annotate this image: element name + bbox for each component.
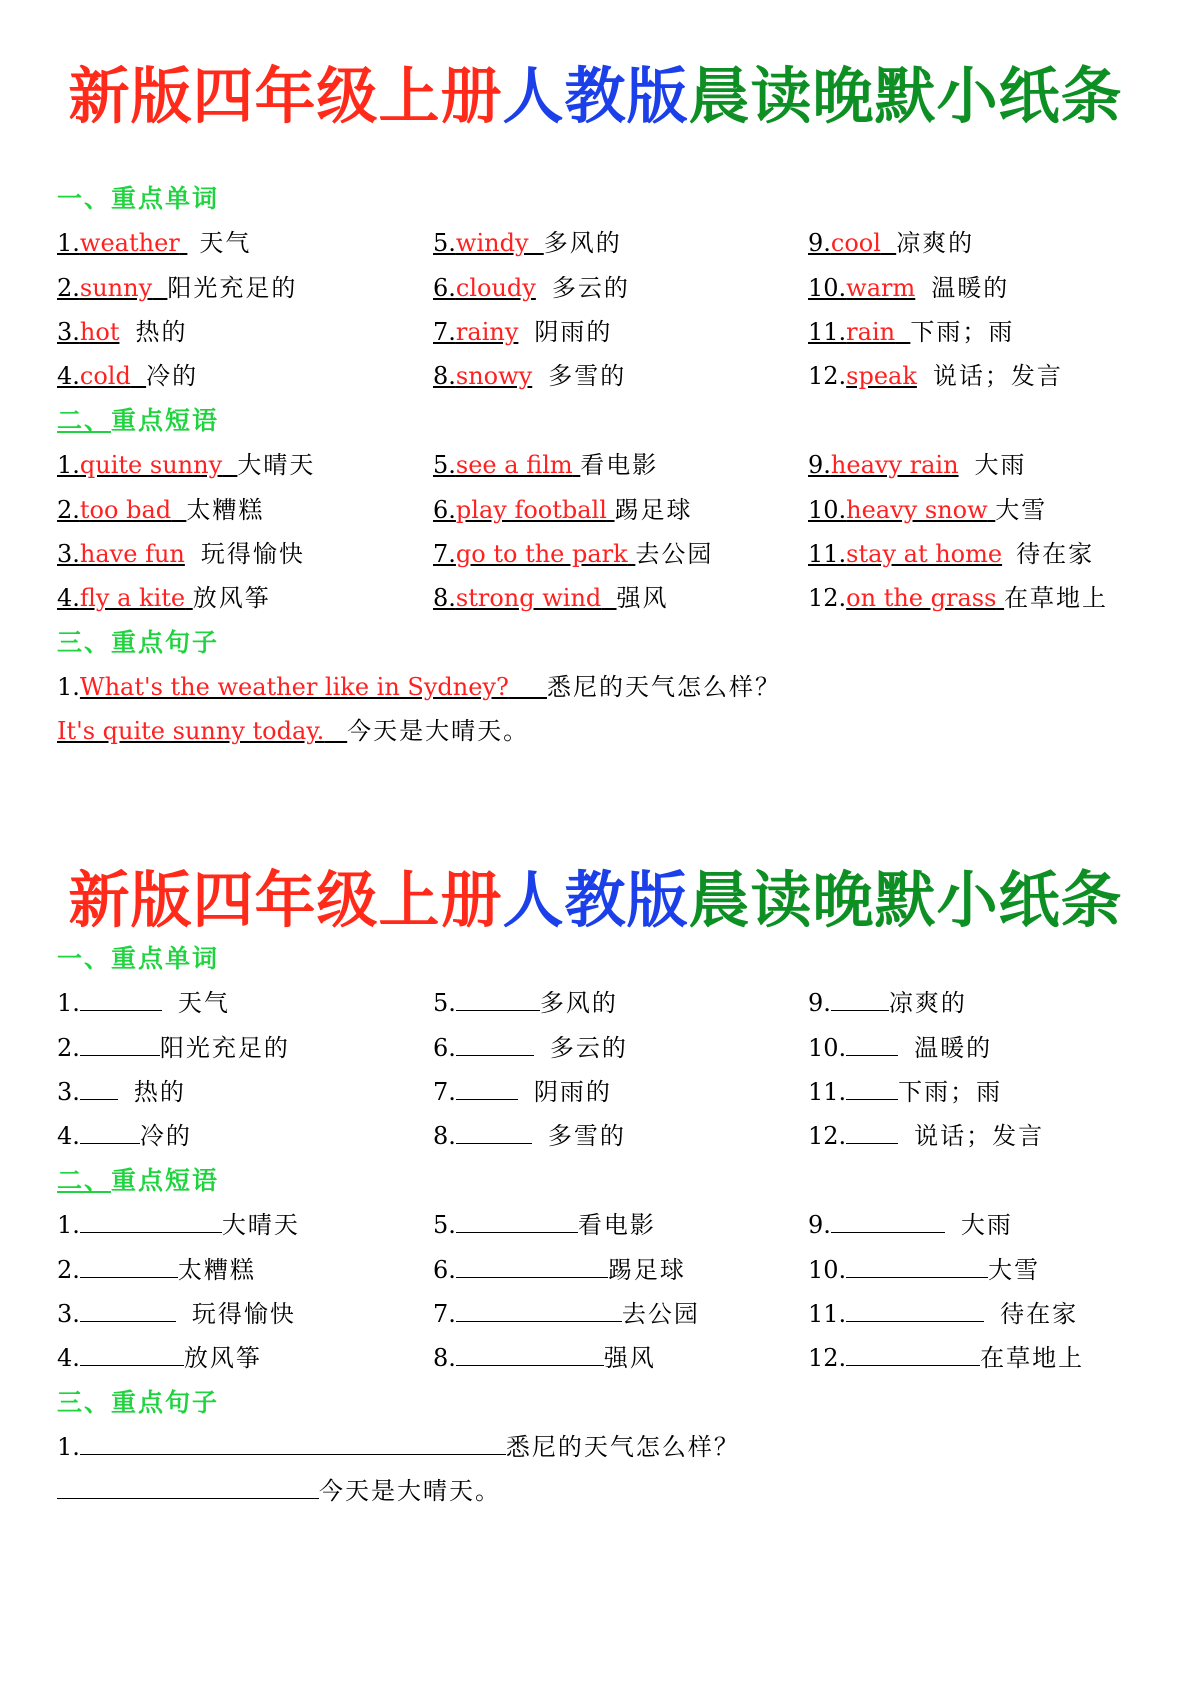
sentence-row: 1. 悉尼的天气怎么样？ (57, 1433, 740, 1461)
word-row: 1. 天气 (57, 989, 230, 1017)
phrase-row: 12.on the grass 在草地上 (808, 584, 1109, 612)
word-row: 2. 阳光充足的 (57, 1034, 290, 1062)
phrase-row: 2.too bad 太糟糕 (57, 496, 265, 524)
phrase-row: 5.see a film 看电影 (433, 451, 659, 479)
phrase-row: 8. 强风 (433, 1344, 656, 1372)
phrase-row: 1.quite sunny 大晴天 (57, 451, 316, 479)
phrase-row: 4. 放风筝 (57, 1344, 262, 1372)
section-heading-phrases: 二、重点短语 (57, 406, 220, 435)
word-row: 7. 阴雨的 (433, 1078, 612, 1106)
word-row: 7.rainy 阴雨的 (433, 318, 613, 346)
word-row: 12.speak 说话；发言 (808, 362, 1063, 390)
phrase-row: 3. 玩得愉快 (57, 1300, 296, 1328)
word-row: 3. 热的 (57, 1078, 186, 1106)
phrase-row: 7.go to the park 去公园 (433, 540, 714, 568)
answer-blank[interactable] (456, 988, 540, 1011)
phrase-row: 9.heavy rain 大雨 (808, 451, 1027, 479)
phrase-row: 10.heavy snow 大雪 (808, 496, 1048, 524)
answer-blank[interactable] (456, 1077, 518, 1100)
word-row: 10. 温暖的 (808, 1034, 993, 1062)
word-row: 4. 冷的 (57, 1122, 192, 1150)
word-row: 2.sunny 阳光充足的 (57, 274, 298, 302)
answer-blank[interactable] (80, 1343, 184, 1366)
answer-blank[interactable] (846, 1255, 988, 1278)
phrase-row: 12. 在草地上 (808, 1344, 1085, 1372)
word-row: 4.cold 冷的 (57, 362, 199, 390)
word-row: 9.cool 凉爽的 (808, 229, 975, 257)
section-heading-sentences: 三、重点句子 (57, 628, 220, 657)
answer-blank[interactable] (846, 1299, 984, 1322)
answer-blank[interactable] (831, 1210, 945, 1233)
answer-blank[interactable] (456, 1210, 578, 1233)
section-heading-sentences: 三、重点句子 (57, 1388, 220, 1417)
section-heading-words: 一、重点单词 (57, 944, 220, 973)
phrase-row: 2. 太糟糕 (57, 1256, 256, 1284)
answer-blank[interactable] (80, 1033, 160, 1056)
answer-blank[interactable] (846, 1033, 898, 1056)
phrase-row: 5. 看电影 (433, 1211, 656, 1239)
section-heading-phrases: 二、重点短语 (57, 1166, 220, 1195)
sentence-row: 今天是大晴天。 (57, 1475, 501, 1507)
answer-blank[interactable] (80, 1077, 118, 1100)
word-row: 6. 多云的 (433, 1034, 628, 1062)
sentence-row: 1.What's the weather like in Sydney? 悉尼的天气怎么样？ (57, 673, 782, 701)
phrase-row: 4.fly a kite 放风筝 (57, 584, 271, 612)
word-row: 1.weather 天气 (57, 229, 252, 257)
phrase-row: 6. 踢足球 (433, 1256, 686, 1284)
answer-blank[interactable] (80, 1432, 506, 1455)
phrase-row: 9. 大雨 (808, 1211, 1013, 1239)
phrase-row: 11.stay at home 待在家 (808, 540, 1095, 568)
word-row: 9. 凉爽的 (808, 989, 967, 1017)
answer-blank[interactable] (456, 1033, 534, 1056)
phrase-row: 11. 待在家 (808, 1300, 1079, 1328)
word-row: 8.snowy 多雪的 (433, 362, 627, 390)
word-row: 8. 多雪的 (433, 1122, 626, 1150)
word-row: 5. 多风的 (433, 989, 618, 1017)
answer-blank[interactable] (456, 1255, 608, 1278)
section-heading-words: 一、重点单词 (57, 184, 220, 213)
phrase-row: 10. 大雪 (808, 1256, 1041, 1284)
word-row: 6.cloudy 多云的 (433, 274, 630, 302)
sentence-row: It's quite sunny today. 今天是大晴天。 (57, 717, 530, 745)
answer-blank[interactable] (846, 1343, 980, 1366)
word-row: 12. 说话；发言 (808, 1122, 1045, 1150)
word-row: 3.hot 热的 (57, 318, 188, 346)
answer-blank[interactable] (57, 1476, 319, 1499)
phrase-row: 8.strong wind 强风 (433, 584, 669, 612)
answer-blank[interactable] (80, 1210, 222, 1233)
page-title: 新版四年级上册人教版晨读晚默小纸条 (68, 61, 1123, 132)
answer-blank[interactable] (456, 1343, 604, 1366)
answer-blank[interactable] (80, 988, 162, 1011)
answer-blank[interactable] (831, 988, 889, 1011)
answer-blank[interactable] (456, 1299, 622, 1322)
answer-blank[interactable] (456, 1121, 532, 1144)
word-row: 11. 下雨；雨 (808, 1078, 1003, 1106)
word-row: 11.rain 下雨；雨 (808, 318, 1015, 346)
word-row: 10.warm 温暖的 (808, 274, 1010, 302)
answer-blank[interactable] (80, 1255, 178, 1278)
answer-blank[interactable] (846, 1077, 898, 1100)
answer-blank[interactable] (80, 1299, 176, 1322)
answer-blank[interactable] (80, 1121, 140, 1144)
word-row: 5.windy 多风的 (433, 229, 622, 257)
phrase-row: 1. 大晴天 (57, 1211, 300, 1239)
phrase-row: 7. 去公园 (433, 1300, 700, 1328)
answer-blank[interactable] (846, 1121, 898, 1144)
page-title: 新版四年级上册人教版晨读晚默小纸条 (68, 865, 1123, 936)
phrase-row: 3.have fun 玩得愉快 (57, 540, 305, 568)
phrase-row: 6.play football 踢足球 (433, 496, 693, 524)
